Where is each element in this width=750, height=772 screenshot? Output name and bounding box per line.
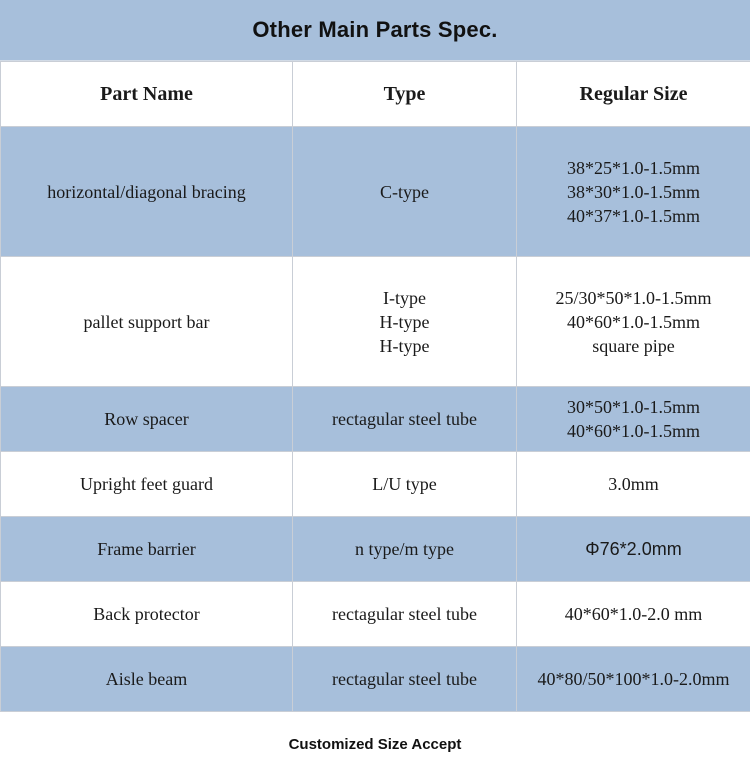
column-header-part-name: Part Name (1, 62, 293, 127)
table-row (1, 127, 750, 257)
part-name-cell: Upright feet guard (1, 452, 293, 517)
size-line: 38*30*1.0-1.5mm (567, 181, 700, 202)
size-line: square pipe (592, 335, 675, 356)
type-line: L/U type (372, 474, 437, 494)
parts-spec-table (0, 61, 750, 712)
size-line: 38*25*1.0-1.5mm (567, 157, 700, 178)
size-cell (517, 257, 750, 387)
table-row (1, 257, 750, 387)
size-line: 25/30*50*1.0-1.5mm (555, 287, 712, 308)
type-cell (293, 517, 517, 582)
part-name-cell: horizontal/diagonal bracing (1, 127, 293, 257)
part-name-cell: Back protector (1, 582, 293, 647)
part-name-cell: Aisle beam (1, 647, 293, 712)
type-cell (293, 387, 517, 452)
type-line: C-type (380, 181, 429, 202)
size-line: Φ76*2.0mm (585, 539, 682, 559)
type-line: H-type (379, 335, 430, 356)
table-row (1, 582, 750, 647)
table-row (1, 647, 750, 712)
type-line: H-type (379, 311, 430, 332)
size-line: 40*80/50*100*1.0-2.0mm (537, 669, 730, 689)
table-header-row (1, 62, 750, 127)
size-line: 30*50*1.0-1.5mm (567, 397, 700, 417)
size-line: 3.0mm (608, 474, 659, 494)
part-name-cell: Frame barrier (1, 517, 293, 582)
type-cell (293, 452, 517, 517)
column-header-regular-size: Regular Size (517, 62, 750, 127)
part-name-cell: pallet support bar (1, 257, 293, 387)
size-line: 40*60*1.0-2.0 mm (564, 604, 703, 624)
size-cell (517, 127, 750, 257)
type-line: rectagular steel tube (332, 409, 477, 429)
type-line: I-type (383, 287, 426, 308)
type-line: rectagular steel tube (332, 604, 477, 624)
size-cell (517, 582, 750, 647)
type-cell (293, 582, 517, 647)
size-cell (517, 517, 750, 582)
type-line: rectagular steel tube (332, 669, 477, 689)
table-row (1, 452, 750, 517)
size-cell (517, 647, 750, 712)
table-row (1, 387, 750, 452)
type-cell (293, 647, 517, 712)
type-line: n type/m type (355, 539, 454, 559)
size-cell (517, 452, 750, 517)
size-line: 40*60*1.0-1.5mm (567, 311, 700, 332)
type-cell (293, 127, 517, 257)
column-header-type: Type (293, 62, 517, 127)
size-line: 40*60*1.0-1.5mm (567, 421, 700, 441)
size-line: 40*37*1.0-1.5mm (567, 205, 700, 226)
table-row (1, 517, 750, 582)
size-cell (517, 387, 750, 452)
type-cell (293, 257, 517, 387)
page-title: Other Main Parts Spec. (0, 0, 750, 61)
part-name-cell: Row spacer (1, 387, 293, 452)
footer-note: Customized Size Accept (288, 736, 462, 753)
